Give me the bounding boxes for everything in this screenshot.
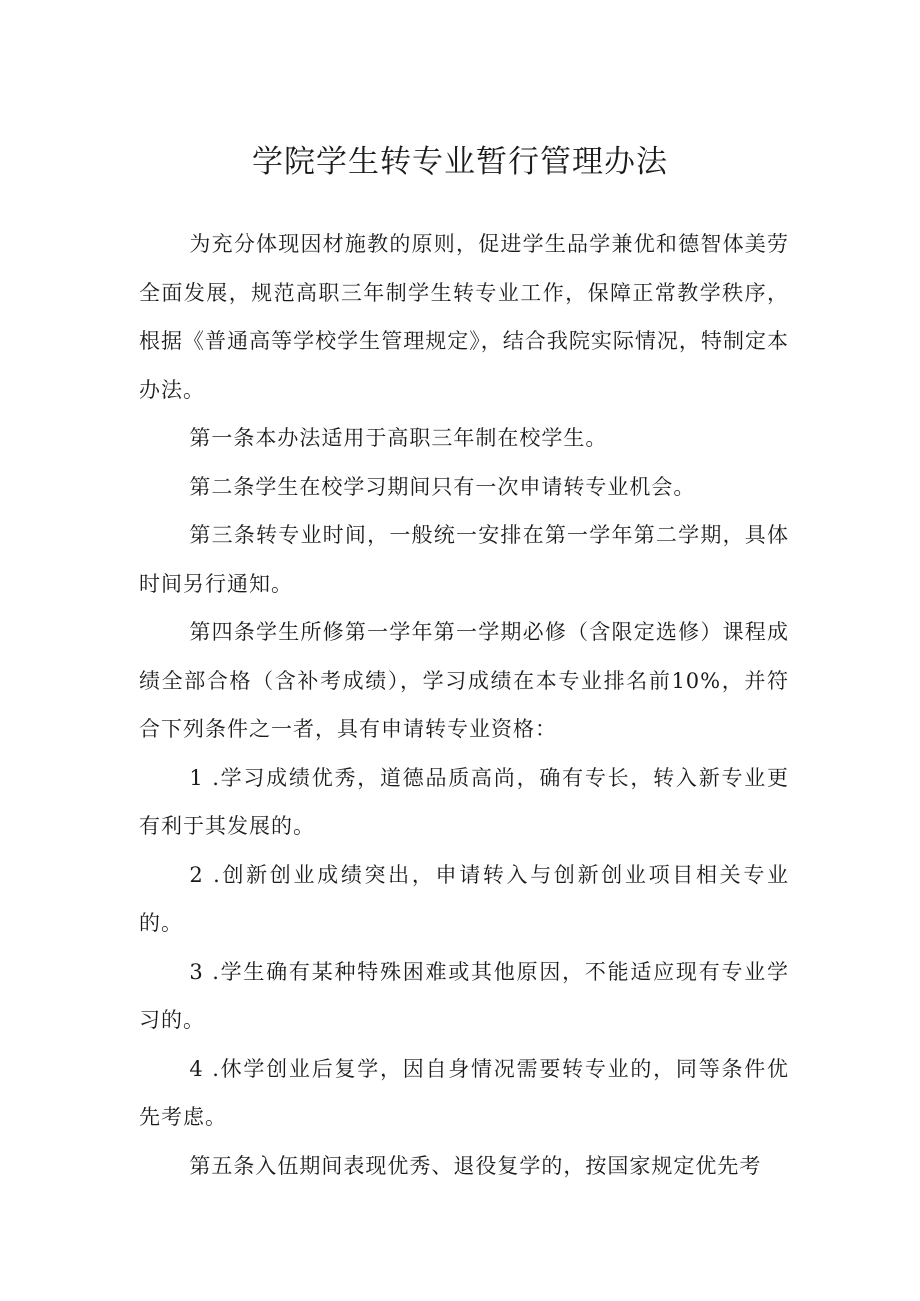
condition-2-paragraph: 2 .创新创业成绩突出，申请转入与创新创业项目相关专业的。: [139, 862, 789, 935]
article-3-paragraph: 第三条转专业时间，一般统一安排在第一学年第二学期，具体时间另行通知。: [139, 523, 789, 596]
document-body: [139, 220, 789, 1190]
condition-4-paragraph: 4 .休学创业后复学，因自身情况需要转专业的，同等条件优先考虑。: [139, 1056, 789, 1129]
article-5-paragraph: 第五条入伍期间表现优秀、退役复学的，按国家规定优先考: [189, 1153, 762, 1178]
condition-3-paragraph: 3 .学生确有某种特殊困难或其他原因，不能适应现有专业学习的。: [139, 959, 789, 1032]
preamble-paragraph: 为充分体现因材施教的原则，促进学生品学兼优和德智体美劳全面发展，规范高职三年制学生转专业工作，保障正常教学秩序，根据《普通高等学校学生管理规定》，结合我院实际情况，特制定本办法。: [139, 232, 789, 402]
article-2-paragraph: 第二条学生在校学习期间只有一次申请转专业机会。: [189, 474, 696, 499]
article-1-paragraph: 第一条本办法适用于高职三年制在校学生。: [189, 426, 608, 450]
article-4-paragraph: 第四条学生所修第一学年第一学期必修（含限定选修）课程成绩全部合格（含补考成绩），学习成绩在本专业排名前10%，并符合下列条件之一者，具有申请转专业资格：: [139, 620, 789, 741]
condition-1-paragraph: 1 .学习成绩优秀，道德品质高尚，确有专长，转入新专业更有利于其发展的。: [139, 765, 789, 838]
document-title: 学院学生转专业暂行管理办法: [252, 144, 668, 180]
